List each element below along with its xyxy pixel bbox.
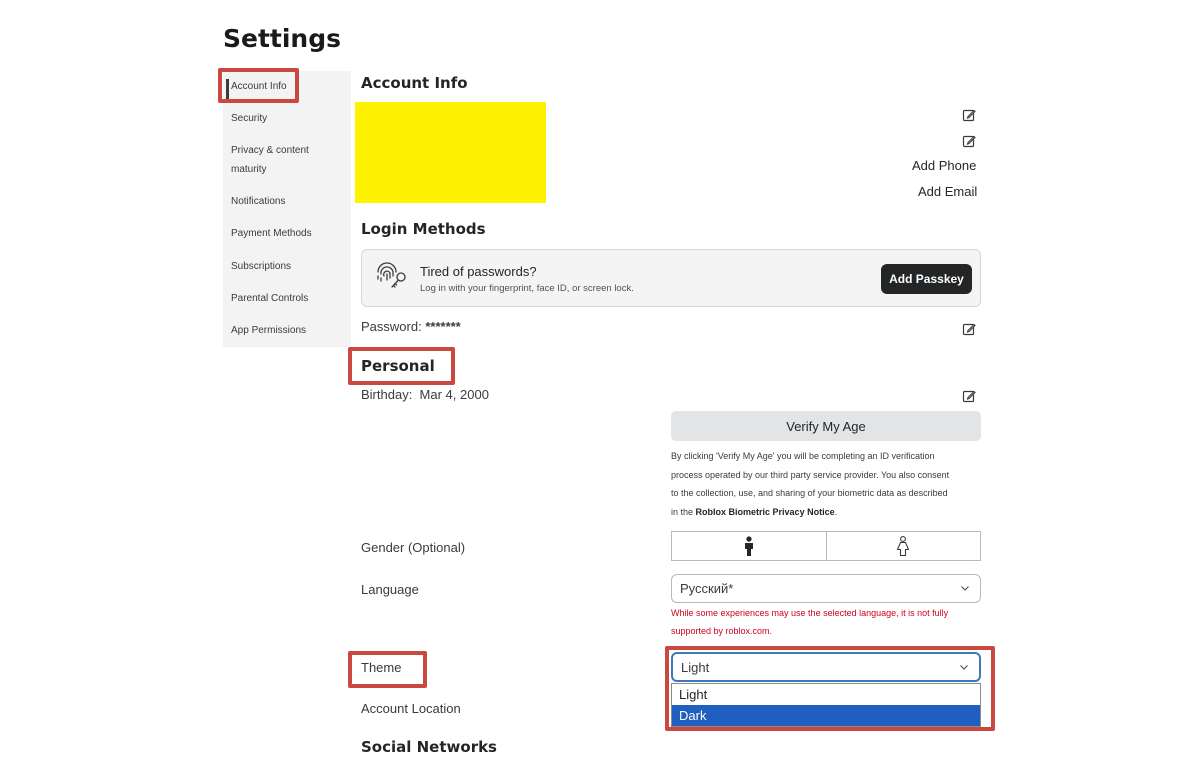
redacted-account-details — [355, 102, 546, 203]
gender-male-option[interactable] — [672, 532, 826, 560]
chevron-down-icon — [959, 662, 969, 672]
disclaimer-line: process operated by our third party service provider. You also consent — [671, 469, 950, 480]
sidebar-item-privacy-line2[interactable]: maturity — [231, 164, 267, 175]
account-info-heading: Account Info — [361, 74, 468, 92]
login-methods-heading: Login Methods — [361, 220, 486, 238]
passkey-card — [361, 249, 981, 307]
gender-selector — [671, 531, 981, 561]
password-value: ******* — [425, 319, 461, 334]
language-label: Language — [361, 582, 419, 597]
disclaimer-line: to the collection, use, and sharing of your biometric data as described — [671, 488, 948, 498]
edit-icon[interactable] — [962, 389, 976, 403]
theme-dropdown-list — [671, 683, 981, 727]
gender-label: Gender (Optional) — [361, 540, 466, 555]
birthday-row — [361, 387, 489, 402]
female-icon — [896, 536, 910, 556]
warning-line: supported by roblox.com. — [671, 626, 773, 636]
birthday-label: Birthday: — [361, 387, 413, 402]
settings-sidebar — [223, 71, 351, 347]
sidebar-item-app-permissions[interactable]: App Permissions — [231, 325, 307, 336]
sidebar-item-parental-controls[interactable]: Parental Controls — [231, 293, 309, 304]
page-title: Settings — [223, 24, 342, 53]
personal-heading: Personal — [361, 357, 435, 375]
chevron-down-icon — [960, 583, 970, 593]
language-select[interactable] — [671, 574, 981, 603]
disclaimer-text: in the — [671, 506, 696, 517]
active-indicator — [226, 79, 229, 99]
theme-label: Theme — [361, 660, 402, 675]
disclaimer-text: . — [834, 506, 838, 517]
warning-line: While some experiences may use the selected language, it is not fully — [671, 608, 949, 618]
sidebar-item-subscriptions[interactable]: Subscriptions — [231, 261, 292, 272]
add-email-link[interactable]: Add Email — [918, 184, 978, 199]
account-location-label: Account Location — [361, 701, 461, 716]
language-value: Русский* — [680, 581, 734, 596]
disclaimer-line — [671, 503, 985, 522]
password-label: Password: — [361, 319, 422, 334]
add-phone-link[interactable]: Add Phone — [912, 158, 977, 173]
theme-select[interactable] — [671, 652, 981, 682]
sidebar-item-payment-methods[interactable]: Payment Methods — [231, 228, 312, 239]
theme-option-dark[interactable]: Dark — [672, 705, 980, 726]
theme-value: Light — [681, 659, 710, 675]
fingerprint-key-icon — [374, 260, 410, 294]
sidebar-item-privacy[interactable]: Privacy & content — [231, 145, 309, 156]
biometric-privacy-notice-link[interactable]: Roblox Biometric Privacy Notice — [695, 506, 835, 517]
birthday-value: Mar 4, 2000 — [419, 387, 489, 402]
gender-female-option[interactable] — [826, 532, 981, 560]
male-icon — [743, 536, 755, 556]
sidebar-item-account-info[interactable]: Account Info — [231, 81, 287, 92]
theme-option-light[interactable]: Light — [679, 687, 708, 702]
passkey-title: Tired of passwords? — [420, 264, 537, 279]
edit-icon[interactable] — [962, 108, 976, 122]
edit-icon[interactable] — [962, 134, 976, 148]
add-passkey-button[interactable]: Add Passkey — [881, 264, 972, 294]
verify-disclaimer — [671, 447, 985, 521]
sidebar-item-security[interactable]: Security — [231, 113, 268, 124]
social-networks-heading: Social Networks — [361, 738, 497, 756]
password-row — [361, 319, 461, 334]
sidebar-item-notifications[interactable]: Notifications — [231, 196, 286, 207]
disclaimer-line: By clicking 'Verify My Age' you will be completing an ID verification — [671, 451, 935, 461]
passkey-subtitle: Log in with your fingerprint, face ID, or screen lock. — [420, 283, 634, 294]
edit-icon[interactable] — [962, 322, 976, 336]
verify-my-age-button[interactable]: Verify My Age — [671, 411, 981, 441]
language-warning — [671, 604, 987, 640]
